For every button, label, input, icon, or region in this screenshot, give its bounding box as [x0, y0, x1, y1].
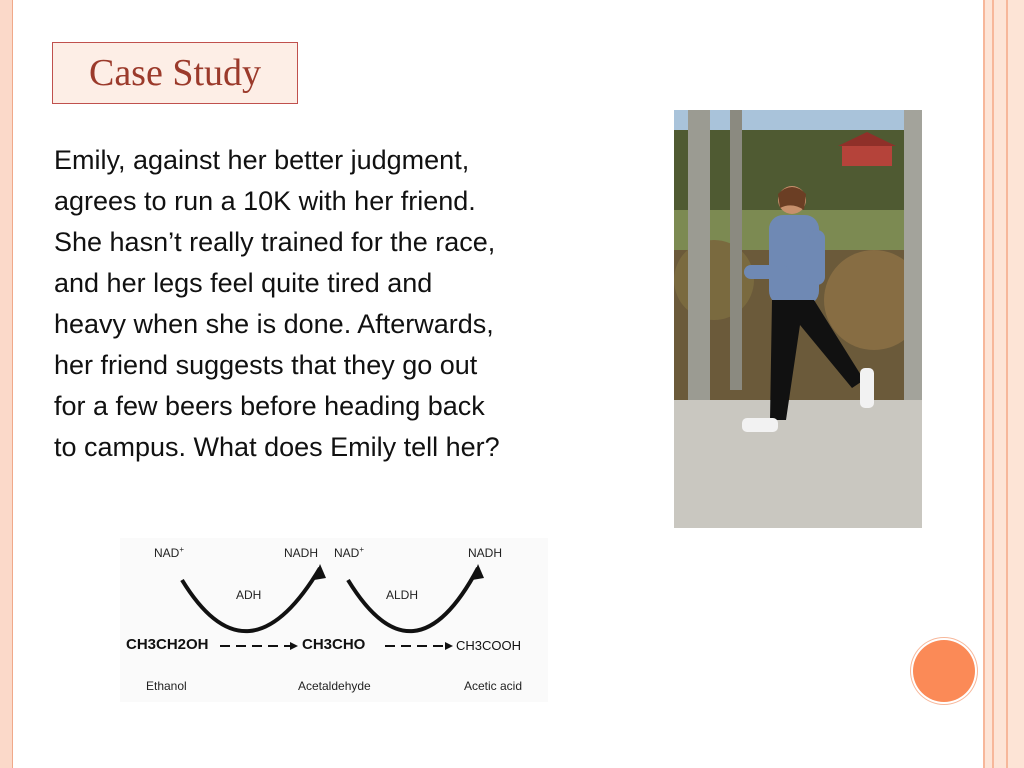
acetic-acid-formula: CH3COOH	[456, 638, 522, 653]
ethanol-name: Ethanol	[146, 679, 187, 693]
right-frame-border	[980, 0, 1024, 768]
runner-photo	[674, 110, 922, 528]
acetic-acid-name: Acetic acid	[464, 679, 523, 693]
alcohol-metabolism-diagram	[120, 538, 548, 702]
slide-title: Case Study	[88, 52, 262, 94]
nad-label-1: NAD+	[154, 545, 185, 560]
title-box	[52, 42, 298, 104]
enzyme-adh-label: ADH	[236, 588, 262, 602]
left-frame-border	[0, 0, 13, 768]
decorative-orb	[913, 640, 975, 702]
nadh-label-1: NADH	[284, 546, 319, 560]
nadh-label-2: NADH	[468, 546, 503, 560]
case-study-text: Emily, against her better judgment, agrees to run a 10K with her friend. She hasn’t really trained for the race, and her legs feel quite tired and heavy when she is done. Afterwards, her friend suggests that they go out for a few beers before heading back to campus. What does Emily tell her?	[54, 145, 500, 462]
enzyme-aldh-label: ALDH	[386, 588, 419, 602]
acetaldehyde-formula: CH3CHO	[302, 636, 366, 653]
ethanol-formula: CH3CH2OH	[126, 636, 209, 653]
nad-label-2: NAD+	[334, 545, 365, 560]
acetaldehyde-name: Acetaldehyde	[298, 679, 371, 693]
